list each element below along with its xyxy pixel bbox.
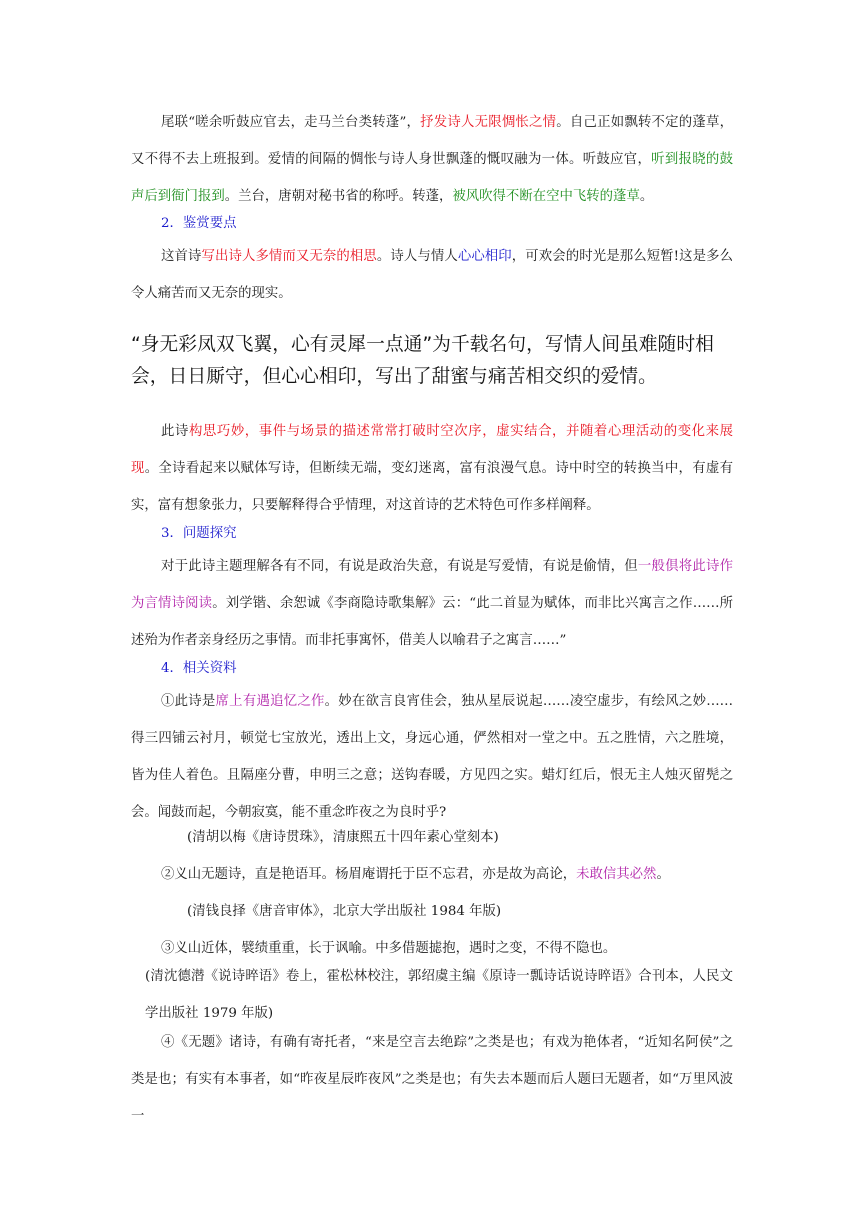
text-segment: ，可欢会的时光是那么短暂!这是多么令人痛苦而又无奈的现实。	[131, 249, 734, 301]
text-segment: 。妙在欲言良宵佳会，独从星辰说起……凌空虚步，有绘风之妙……得三四铺云衬月，顿觉七宝放光，透出上文，身远心通，俨然相对一堂之中。五之胜情，六之胜境，皆为佳人着色。且隔座分曹，申明三之意；送钩春暖，方见四之实。蜡灯红后，恨无主人烛灭留髡之会。闻鼓而起，今朝寂寞，能不重念昨夜之为良时乎?	[131, 694, 733, 820]
highlight-red: 抒发诗人无限惆怅之情	[420, 115, 557, 130]
section-heading-2: 2．鉴赏要点	[161, 216, 237, 231]
highlight-blue: 心心相印	[457, 249, 512, 264]
text-segment: 。全诗看起来以赋体写诗，但断续无端，变幻迷离，富有浪漫气息。诗中时空的转换当中，有虚有实，富有想象张力，只要解释得合乎情理，对这首诗的艺术特色可作多样阐释。	[131, 461, 734, 513]
paragraph-ziliao-3: ③义山近体，襞绩重重，长于讽喻。中多借题摅抱，遇时之变，不得不隐也。	[161, 941, 617, 956]
highlight-purple: 未敢信其必然	[576, 867, 657, 882]
highlight-red: 写出诗人多情而又无奈的相思	[201, 249, 377, 264]
paragraph-gouxi	[131, 413, 733, 524]
section-heading-3: 3．问题探究	[161, 526, 237, 541]
text-segment: 。兰台，唐朝对秘书省的称呼。转蓬，	[224, 189, 453, 204]
paragraph-ziliao-4: ④《无题》诸诗，有确有寄托者，“来是空言去绝踪”之类是也；有戏为艳体者，“近知名阿侯”之类是也；有实有本事者，如“昨夜星辰昨夜风”之类是也；有失去本题而后人题曰无题者，如“万里风波一	[131, 1035, 733, 1124]
text-segment: 。诗人与情人	[376, 249, 458, 264]
text-segment: 尾联“嗟余听鼓应官去，走马兰台类转蓬”，	[161, 115, 421, 130]
text-segment: 此诗	[161, 424, 189, 439]
highlight-purple: 一般倶将此诗作为言情诗阅读	[131, 559, 733, 611]
citation-1: (清胡以梅《唐诗贯珠》，清康熙五十四年素心堂刻本)	[187, 830, 499, 845]
text-segment: 。	[656, 867, 670, 882]
paragraph-tanjiu	[131, 548, 733, 659]
citation-2: (清钱良择《唐音审体》，北京大学出版社 1984 年版)	[187, 904, 502, 919]
highlight-green: 听到报晓的鼓声后到衙门报到	[131, 152, 734, 204]
text-segment: 对于此诗主题理解各有不同，有说是政治失意，有说是写爱情，有说是偷情，但	[161, 559, 638, 574]
text-segment: 。刘学锴、余恕诚《李商隐诗歌集解》云：“此二首显为赋体，而非比兴寓言之作……所述殆为作者亲身经历之事情。而非托事寓怀，借美人以喻君子之寓言……”	[131, 596, 734, 648]
paragraph-jianshang	[131, 238, 733, 312]
paragraph-weilian	[131, 104, 733, 215]
text-segment: 这首诗	[161, 249, 202, 264]
highlight-purple: 席上有遇追忆之作	[215, 694, 325, 709]
highlight-green: 被风吹得不断在空中飞转的蓬草	[452, 189, 640, 204]
text-segment: ①此诗是	[161, 694, 216, 709]
citation-3: (清沈德潜《说诗晬语》卷上，霍松林校注，郭绍虞主编《原诗一瓢诗话说诗晬语》合刊本，人民文学出版社 1979 年版)	[145, 969, 733, 1021]
paragraph-ziliao-2	[131, 856, 733, 893]
text-segment: 。	[639, 189, 654, 204]
section-heading-4: 4．相关资料	[161, 661, 237, 676]
text-segment: 。自己正如飘转不定的蓬草，又不得不去上班报到。爱情的间隔的惆怅与诗人身世飘蓬的慨叹融为一体。听鼓应官，	[131, 115, 734, 167]
text-segment: ②义山无题诗，直是艳语耳。杨眉庵谓托于臣不忘君，亦是故为高论，	[161, 867, 577, 882]
famous-quote-paragraph: “身无彩凤双飞翼，心有灵犀一点通”为千载名句，写情人间虽难随时相会，日日厮守，但心心相印，写出了甜蜜与痛苦相交织的爱情。	[131, 334, 714, 387]
paragraph-ziliao-1	[131, 683, 733, 831]
highlight-red: 构思巧妙，事件与场景的描述常常打破时空次序，虚实结合，并随着心理活动的变化来展现	[131, 424, 734, 476]
